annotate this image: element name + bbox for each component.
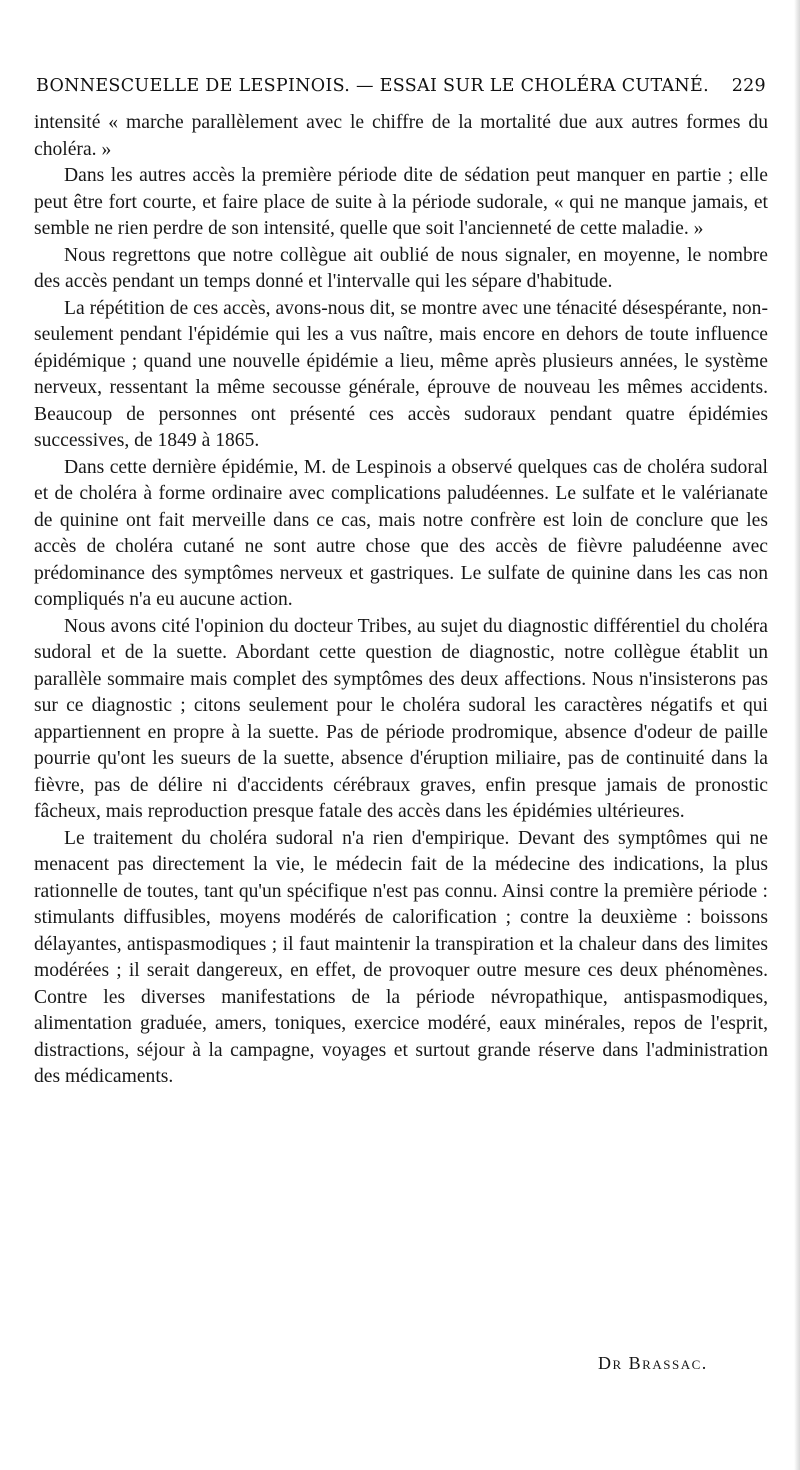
paragraph-continuation: intensité « marche parallèlement avec le chiffre de la mortalité due aux autres formes du choléra. » [34, 112, 768, 160]
paragraph-repetition: La répétition de ces accès, avons-nous dit, se montre avec une ténacité désespérante, non-seulement pendant l'épidémie qui les a vus naître, mais encore en dehors de toute influence épidémique ; quand une nouvelle épidémie a lieu, même après plusieurs années, le système nerveux, ressentant la même secousse générale, éprouve de nouveau les mêmes accidents. Beaucoup de personnes ont présenté ces accès sudoraux pendant quatre épidémies successives, de 1849 à 1865. [34, 297, 768, 451]
page-header [36, 76, 766, 102]
author-signature: Dr Brassac. [598, 1353, 708, 1373]
article-body [34, 110, 768, 1091]
paragraph-regret: Nous regrettons que notre collègue ait oublié de nous signaler, en moyenne, le nombre des accès pendant un temps donné et l'intervalle qui les sépare d'habitude. [34, 244, 768, 292]
paragraph-treatment: Le traitement du choléra sudoral n'a rien d'empirique. Devant des symptômes qui ne menacent pas directement la vie, le médecin fait de la médecine des indications, la plus rationnelle de toutes, tant qu'un spécifique n'est pas connu. Ainsi contre la première période : stimulants diffusibles, moyens modérés de calorification ; contre la deuxième : boissons délayantes, antispasmodiques ; il faut maintenir la transpiration et la chaleur dans des limites modérées ; il serait dangereux, en effet, de provoquer outre mesure ces deux phénomènes. Contre les diverses manifestations de la période névropathique, antispasmodiques, alimentation graduée, amers, toniques, exercice modéré, eaux minérales, repos de l'esprit, distractions, séjour à la campagne, voyages et surtout grande réserve dans l'administration des médicaments. [34, 827, 768, 1087]
paragraph-sedation-period: Dans les autres accès la première période dite de sédation peut manquer en partie ; elle peut être fort courte, et faire place de suite à la période sudorale, « qui ne manque jamais, et semble ne rien perdre de son intensité, quelle que soit l'ancienneté de cette maladie. » [34, 165, 768, 239]
page-edge-shadow [794, 0, 800, 1470]
page-number: 229 [731, 76, 766, 96]
paragraph-last-epidemic: Dans cette dernière épidémie, M. de Lespinois a observé quelques cas de choléra sudoral et de choléra à forme ordinaire avec complications paludéennes. Le sulfate et le valérianate de quinine ont fait merveille dans ce cas, mais notre confrère est loin de conclure que les accès de choléra cutané ne sont autre chose que des accès de fièvre paludéenne avec prédominance des symptômes nerveux et gastriques. Le sulfate de quinine dans les cas non compliqués n'a eu aucune action. [34, 456, 768, 610]
running-head: BONNESCUELLE DE LESPINOIS. — ESSAI SUR LE CHOLÉRA CUTANÉ. [36, 76, 709, 96]
paragraph-diagnosis: Nous avons cité l'opinion du docteur Tribes, au sujet du diagnostic différentiel du choléra sudoral et de la suette. Abordant cette question de diagnostic, notre collègue établit un parallèle sommaire mais complet des symptômes des deux affections. Nous n'insisterons pas sur ce diagnostic ; citons seulement pour le choléra sudoral les caractères négatifs et qui appartiennent en propre à la suette. Pas de période prodromique, absence d'odeur de paille pourrie qu'ont les sueurs de la suette, absence d'éruption miliaire, pas de continuité dans la fièvre, pas de délire ni d'accidents cérébraux graves, enfin presque jamais de pronostic fâcheux, mais reproduction presque fatale des accès dans les épidémies ultérieures. [34, 615, 768, 822]
